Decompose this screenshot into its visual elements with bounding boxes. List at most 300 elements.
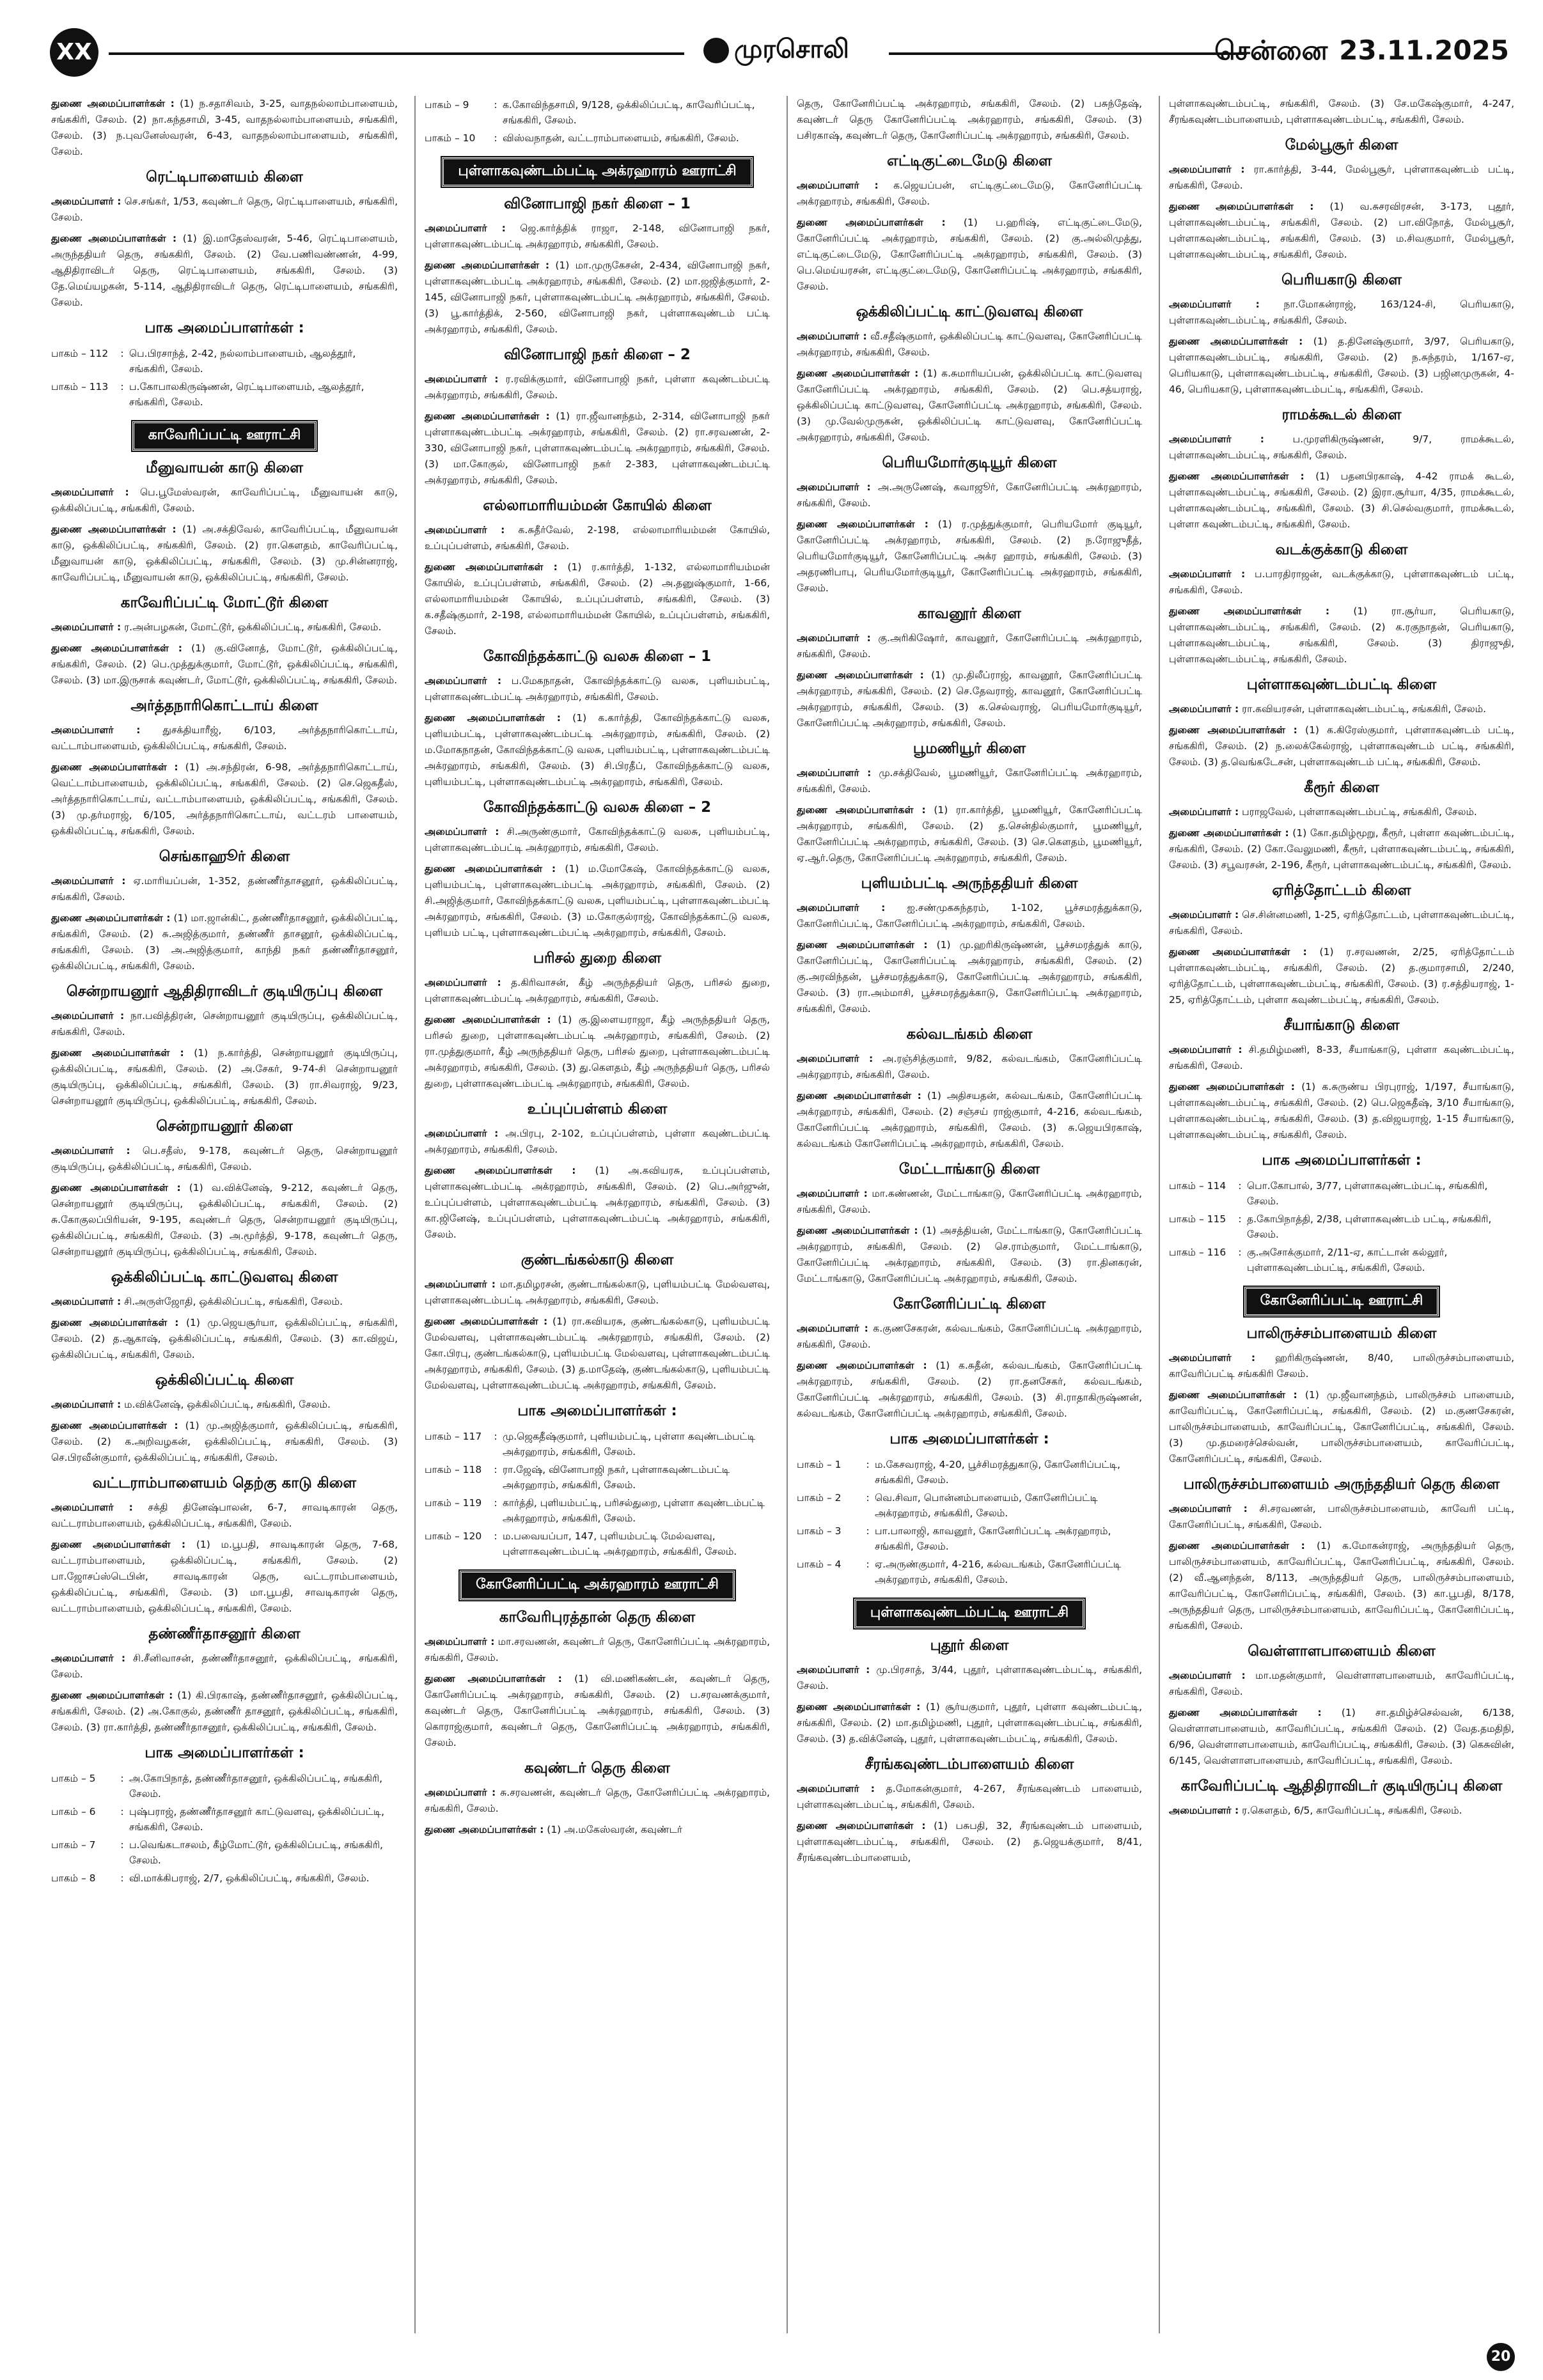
ward-number: பாகம் – 112 [51, 348, 109, 359]
member-entry [425, 371, 770, 403]
member-entry [1169, 1668, 1514, 1700]
ward-member: பொ.கோபால், 3/77, புள்ளாகவுண்டம்பட்டி, சங்ககிரி, சேலம். [1247, 1180, 1488, 1207]
member-details: துசக்தியாரீஜ், 6/103, அர்த்தநாரிகொட்டாய், வட்டாம்பாளையம், ஒக்கிலிப்பட்டி, சங்ககிரி, சேலம். [51, 724, 398, 752]
ward-row [797, 1456, 1142, 1489]
member-entry [797, 1358, 1142, 1422]
member-entry [51, 1688, 398, 1736]
role-label: அமைப்பாளர் : [51, 1653, 126, 1664]
section-heading: புளியம்பட்டி அருந்ததியர் கிளை [861, 875, 1078, 892]
member-entry [51, 1315, 398, 1363]
role-label: அமைப்பாளர் : [425, 675, 502, 687]
masthead-rule-left [109, 52, 684, 55]
member-details: க.ஜெயப்பன், எட்டிகுட்டைமேடு, கோனேரிப்பட்டி அக்ரஹாரம், சங்ககிரி, சேலம். [797, 180, 1142, 207]
ward-member: ஏ.அருண்குமார், 4-216, கல்வடங்கம், கோனேரிப்பட்டி அக்ரஹாரம், சங்ககிரி, சேலம். [875, 1559, 1122, 1585]
role-label: துணை அமைப்பாளர்கள் : [425, 1165, 576, 1176]
member-entry [1169, 1705, 1514, 1769]
section-heading: உப்புப்பள்ளம் கிளை [527, 1101, 668, 1117]
section-heading: மேட்டாங்காடு கிளை [898, 1161, 1040, 1178]
member-details: ஹரிகிருஷ்ணன், 8/40, பாலிருச்சம்பாளையம், காவேரிப்பட்டி சங்ககிரி சேலம். [1169, 1352, 1514, 1380]
member-entry [51, 910, 398, 974]
section-heading: சென்றாயனூர் ஆதிதிராவிடர் குடியிருப்பு கிளை [66, 983, 383, 1000]
member-entry [51, 1397, 398, 1413]
ward-separator: : [866, 1492, 870, 1504]
member-entry [797, 1781, 1142, 1813]
role-label: அமைப்பாளர் : [425, 1636, 495, 1647]
member-details: மா.சரவணன், கவுண்டர் தெரு, கோனேரிப்பட்டி அக்ரஹாரம், சங்ககிரி, சேலம். [425, 1636, 770, 1663]
role-label: அமைப்பாளர் : [797, 1053, 873, 1064]
member-entry [797, 96, 1142, 144]
member-details: நா.மோகன்ராஜ், 163/124-சி, பெரியகாடு, புள்ளாகவுண்டம்பட்டி, சங்ககிரி, சேலம். [1169, 299, 1514, 326]
section-heading: கோனேரிப்பட்டி கிளை [893, 1296, 1046, 1312]
member-entry [1169, 1501, 1514, 1533]
section-heading: வினோபாஜி நகர் கிளை – 1 [504, 196, 691, 212]
role-label: துணை அமைப்பாளர்கள் : [797, 518, 929, 530]
ward-row [1169, 1243, 1514, 1277]
member-details: சி.சீனிவாசன், தண்ணீர்தாசனூர், ஒக்கிலிப்பட்டி, சங்ககிரி, சேலம். [51, 1653, 398, 1680]
role-label: அமைப்பாளர் : [797, 632, 871, 644]
section-heading: ஒக்கிலிப்பட்டி கிளை [155, 1372, 294, 1388]
ward-row [425, 129, 770, 147]
ward-separator: : [120, 1839, 124, 1851]
member-entry [51, 1180, 398, 1260]
member-entry [1169, 825, 1514, 873]
section-heading: கவுண்டர் தெரு கிளை [524, 1760, 670, 1777]
member-details: (1) அதிசயதன், கல்வடங்கம், கோனேரிப்பட்டி அக்ரஹாரம், சங்ககிரி, சேலம். (2) சஞ்சய் ராஜ்குமார், 4-216, கல்வடங்கம், கோனேரிப்பட்டி அக்ரஹாரம், சங்ககிரி, சேலம். (3) சு.ஜெயபிரகாஷ், கல்வடங்கம் கோனேரிப்பட்டி அக்ரஹாரம், சங்ககிரி, சேலம். [797, 1090, 1143, 1149]
role-label: துணை அமைப்பாளர்கள் : [1169, 336, 1303, 347]
issue-date: 23.11.2025 [1339, 35, 1509, 66]
ward-table [51, 345, 398, 411]
member-details: சி.சரவணன், பாலிருச்சம்பாளையம், காவேரி பட்டி, கோனேரிப்பட்டி, சங்ககிரி, சேலம். [1169, 1503, 1514, 1530]
member-entry [1169, 432, 1514, 463]
role-label: துணை அமைப்பாளர்கள் : [797, 1820, 926, 1832]
member-details: (1) க.சுருண்ய பிரபுராஜ், 1/197, சீயாங்காடு, புள்ளாகவுண்டம்பட்டி, சங்ககிரி, சேலம். (2) பெ.ஜெகதீஷ், 3/10 சீயாங்காடு, புள்ளாகவுண்டம்பட்டி, சங்ககிரி, சேலம். (3) த.விஜயராஜ், 1-15 சீயாங்காடு, புள்ளாகவுண்டம்பட்டி, சங்ககிரி, சேலம். [1169, 1081, 1514, 1140]
member-entry [425, 408, 770, 488]
role-label: துணை அமைப்பாளர்கள் : [425, 410, 550, 422]
role-label: துணை அமைப்பாளர்கள் : [51, 642, 182, 654]
role-label: துணை அமைப்பாளர்கள் : [425, 561, 558, 573]
ward-separator: : [1238, 1180, 1242, 1192]
member-entry [1169, 907, 1514, 939]
member-entry [425, 824, 770, 856]
panchayat-heading: புள்ளாகவுண்டம்பட்டி ஊராட்சி [854, 1599, 1085, 1628]
member-details: ஐ.சண்முகசுந்தரம், 1-102, பூச்சமரத்துக்காடு, கோனேரிப்பட்டி, கோனேரிப்பட்டி அக்ரஹாரம், சங்ககிரி, சேலம். [797, 902, 1142, 929]
role-label: அமைப்பாளர் : [1169, 909, 1239, 921]
ward-row [51, 1836, 398, 1869]
ward-number: பாகம் – 118 [425, 1464, 482, 1475]
member-details: அ.பிரபு, 2-102, உப்புப்பள்ளம், புள்ளா கவுண்டம்பட்டி அக்ரஹாரம், சங்ககிரி, சேலம். [425, 1128, 770, 1155]
member-details: க.சுதீர்வேல், 2-198, எல்லாமாரியம்மன் கோயில், உப்புப்பள்ளம், சங்ககிரி, சேலம். [425, 524, 770, 552]
role-label: துணை அமைப்பாளர்கள் : [425, 863, 556, 875]
role-label: அமைப்பாளர் : [1169, 806, 1239, 818]
member-details: சு.சரவணன், கவுண்டர் தெரு, கோனேரிப்பட்டி அக்ரஹாரம், சங்ககிரி, சேலம். [425, 1787, 770, 1814]
ward-member: புஷ்பராஜ், தண்ணீர்தாசனூர் காட்டுவளவு, ஒக்கிலிப்பட்டி, சங்ககிரி, சேலம். [129, 1806, 385, 1833]
role-label: துணை அமைப்பாளர்கள் : [797, 217, 946, 228]
role-label: துணை அமைப்பாளர்கள் : [51, 1317, 179, 1328]
member-details: (1) ந.கார்த்தி, சென்றாயனூர் குடியிருப்பு, ஒக்கிலிப்பட்டி, சங்ககிரி, சேலம். (2) அ.சேகர், 9-74-சி சென்றாயனூர் குடியிருப்பு, ஒக்கிலிப்பட்டி, சங்ககிரி, சேலம். (3) ரா.சிவராஜ், 9/23, சென்றாயனூர் குடியிருப்பு, ஒக்கிலிப்பட்டி, சங்ககிரி, சேலம். [51, 1047, 398, 1107]
ward-number: பாகம் – 114 [1169, 1180, 1226, 1192]
ward-row [51, 378, 398, 411]
role-label: அமைப்பாளர் : [425, 222, 506, 234]
role-label: துணை அமைப்பாளர்கள் : [1169, 1389, 1297, 1401]
member-entry [797, 937, 1142, 1017]
role-label: துணை அமைப்பாளர்கள் : [1169, 946, 1307, 958]
member-details: (1) ர.சரவணன், 2/25, ஏரித்தோட்டம் புள்ளாகவுண்டம்பட்டி, சங்ககிரி, சேலம். (2) த.குமாரசாமி, 2/240, ஏரித்தோட்டம், புள்ளாகவுண்டம்பட்டி, சங்ககிரி, சேலம். (3) ர.சத்தியராஜ், 1-25, ஏரித்தோட்டம், புள்ளா கவுண்டம்பட்டி, சங்ககிரி, சேலம். [1169, 946, 1514, 1006]
ward-separator: : [120, 381, 124, 393]
member-details: நா.பவித்திரன், சென்றாயனூர் குடியிருப்பு, ஒக்கிலிப்பட்டி, சங்ககிரி, சேலம். [51, 1010, 398, 1038]
ward-member: ப.வெங்கடாசலம், கீழ்மோட்டூர், ஒக்கிலிப்பட்டி, சங்ககிரி, சேலம். [129, 1839, 383, 1866]
member-entry [425, 559, 770, 639]
member-entry [51, 1143, 398, 1175]
member-details: (1) ம.மோகேஷ், கோவிந்தக்காட்டு வலசு, புளியம்பட்டி, புள்ளாகவுண்டம்பட்டி அக்ரஹாரம், சங்ககிரி, சேலம். (2) சி.அஜித்குமார், கோவிந்தக்காட்டு வலசு, புளியம்பட்டி, புள்ளாகவுண்டம்பட்டி அக்ரஹாரம், சங்ககிரி, சேலம். (3) ம.கோகுல்ராஜ், கோவிந்தக்காட்டு வலசு, புளியம் பட்டி, புள்ளாகவுண்டம்பட்டி அக்ரஹாரம், சங்ககிரி, சேலம். [425, 863, 770, 938]
member-details: (1) க.மோகன்ராஜ், அருந்ததியர் தெரு, பாலிருச்சம்பாளையம், காவேரிப்பட்டி, கோனேரிப்பட்டி, சங்ககிரி, சேலம். (2) வீ.ஆனந்தன், 8/113, அருந்ததியர் தெரு, பாலிருச்சம்பாளையம், காவேரிப்பட்டி, கோனேரிப்பட்டி, சங்ககிரி, சேலம். (3) கா.பூபதி, 8/178, அருந்ததியர் தெரு, பாலிருச்சம்பாளையம், காவேரிப்பட்டி, கோனேரிப்பட்டி, சங்ககிரி, சேலம். [1169, 1540, 1514, 1631]
member-entry [797, 517, 1142, 596]
member-entry [425, 673, 770, 705]
ward-number: பாகம் – 117 [425, 1431, 482, 1442]
member-details: (1) ப.ஹரிஷ், எட்டிகுட்டைமேடு, கோனேரிப்பட்டி அக்ரஹாரம், சங்ககிரி, சேலம். (2) கு.அல்லிமுத்து, எட்டிகுட்டைமேடு, கோனேரிப்பட்டி அக்ரஹாரம், சங்ககிரி, சேலம். (3) பெ.மெய்யரசன், எட்டிகுட்டைமேடு, கோனேரிப்பட்டி அக்ரஹாரம், சங்ககிரி, சேலம். [797, 217, 1143, 292]
ward-separator: : [494, 1431, 497, 1442]
section-heading: வினோபாஜி நகர் கிளை – 2 [504, 346, 691, 363]
ward-member: அ.கோபிநாத், தண்ணீர்தாசனூர், ஒக்கிலிப்பட்டி, சங்ககிரி, சேலம். [129, 1773, 383, 1800]
member-entry [1169, 1538, 1514, 1634]
member-entry [797, 329, 1142, 361]
section-heading: சீரங்கவுண்டம்பாளையம் கிளை [865, 1756, 1074, 1773]
member-details: ப.பாரதிராஜன், வடக்குக்காடு, புள்ளாகவுண்டம் பட்டி, சங்ககிரி, சேலம். [1169, 568, 1514, 596]
role-label: அமைப்பாளர் : [51, 196, 121, 207]
article-columns [42, 96, 1513, 2333]
member-entry [51, 194, 398, 226]
role-label: அமைப்பாளர் : [51, 1296, 121, 1307]
ward-member: ம.பவையப்பா, 147, புளியம்பட்டி மேல்வளவு, புள்ளாகவுண்டம்பட்டி அக்ரஹாரம், சங்ககிரி, சேலம். [503, 1530, 737, 1557]
role-label: அமைப்பாளர் : [51, 1399, 121, 1410]
member-entry [797, 1186, 1142, 1218]
member-details: மா.தமிழரசன், குண்டாங்கல்காடு, புளியம்பட்டி மேல்வளவு, புள்ளாகவுண்டம்பட்டி அக்ரஹாரம், சங்ககிரி, சேலம். [425, 1279, 770, 1306]
member-entry [797, 802, 1142, 866]
member-entry [51, 522, 398, 586]
member-entry [425, 1277, 770, 1309]
section-heading: காவேரிப்பட்டி மோட்டூர் கிளை [120, 595, 329, 611]
member-details: (1) க.சுதீன், கல்வடங்கம், கோனேரிப்பட்டி அக்ரஹாரம், சங்ககிரி, சேலம். (2) ரா.தனசேகர், கல்வடங்கம், கோனேரிப்பட்டி அக்ரஹாரம், சங்ககிரி, சேலம். (3) சி.ராதாகிருஷ்ணன், கல்வடங்கம், கோனேரிப்பட்டி அக்ரஹாரம், சங்ககிரி, சேலம். [797, 1360, 1143, 1419]
role-label: துணை அமைப்பாளர்கள் : [1169, 1081, 1295, 1093]
section-heading: ஒக்கிலிப்பட்டி காட்டுவளவு கிளை [856, 304, 1083, 320]
ward-member: ப.கோபாலகிருஷ்ணன், ரெட்டிபாளையம், ஆலத்தூர், சங்ககிரி, சேலம். [129, 381, 364, 408]
role-label: அமைப்பாளர் : [1169, 164, 1245, 175]
member-entry [51, 641, 398, 688]
member-entry [797, 366, 1142, 446]
member-details: செ.சின்னமணி, 1-25, ஏரித்தோட்டம், புள்ளாகவுண்டம்பட்டி, சங்ககிரி, சேலம். [1169, 909, 1514, 937]
member-entry [51, 759, 398, 839]
member-details: (1) வ.விக்னேஷ், 9-212, கவுண்டர் தெரு, சென்றாயனூர் குடியிருப்பு, ஒக்கிலிப்பட்டி, சங்ககிரி, சேலம். (2) சு.கோகுலப்பிரியன், 9-195, கவுண்டர் தெரு, சென்றாயனூர் குடியிருப்பு, ஒக்கிலிப்பட்டி, சங்ககிரி, சேலம். (3) அ.மூர்த்தி, 9-178, கவுண்டர் தெரு, சென்றாயனூர் குடியிருப்பு, ஒக்கிலிப்பட்டி, சங்ககிரி, சேலம். [51, 1182, 398, 1257]
member-entry [51, 873, 398, 905]
member-details: (1) ரா.சூர்யா, பெரியகாடு, புள்ளாகவுண்டம்பட்டி, சங்ககிரி, சேலம். (2) க.ரகுநாதன், பெரியகாடு, புள்ளாகவுண்டம்பட்டி, சங்ககிரி, சேலம். (3) திராஜுதி, புள்ளாகவுண்டம்பட்டி, சங்ககிரி, சேலம். [1169, 605, 1515, 665]
section-heading: கோவிந்தக்காட்டு வலசு கிளை – 1 [483, 648, 712, 665]
ward-table [425, 1427, 770, 1560]
member-details: (1) ரா.கார்த்தி, பூமணியூர், கோனேரிப்பட்டி அக்ரஹாரம், சங்ககிரி, சேலம். (2) த.சென்தில்குமார், பூமணியூர், கோனேரிப்பட்டி அக்ரஹாரம், சங்ககிரி, சேலம். (3) செ.கௌதம், பூமணியூர், ஏ.ஆர்.தெரு, கோனேரிப்பட்டி அக்ரஹாரம், சங்ககிரி, சேலம். [797, 804, 1142, 864]
role-label: துணை அமைப்பாளர்கள் : [51, 1182, 181, 1194]
role-label: துணை அமைப்பாளர்கள் : [797, 939, 928, 951]
member-details: செ.சங்கர், 1/53, கவுண்டர் தெரு, ரெட்டிபாளையம், சங்ககிரி, சேலம். [51, 196, 398, 223]
ward-number: பாகம் – 6 [51, 1806, 96, 1817]
section-heading: பாக அமைப்பாளர்கள் : [889, 1431, 1049, 1447]
section-heading: காவனூர் கிளை [918, 605, 1021, 622]
section-heading: மீனுவாயன் காடு கிளை [146, 460, 303, 476]
ward-number: பாகம் – 119 [425, 1497, 482, 1509]
ward-member: பெ.பிரசாந்த், 2-42, நல்லாம்பாளையம், ஆலத்தூர், சங்ககிரி, சேலம். [129, 348, 356, 375]
role-label: துணை அமைப்பாளர்கள் : [51, 761, 178, 773]
member-details: (1) சூர்யகுமார், புதூர், புள்ளா கவுண்டம்பட்டி, சங்ககிரி, சேலம். (2) மா.தமிழ்மணி, புதூர், புள்ளாகவுண்டம்பட்டி, சங்ககிரி, சேலம். (3) த.விக்னேஷ், புதூர், புள்ளாகவுண்டம்பட்டி, சங்ககிரி, சேலம். [797, 1701, 1142, 1745]
role-label: அமைப்பாளர் : [1169, 299, 1260, 310]
ward-row [425, 1461, 770, 1494]
panchayat-heading: புள்ளாகவுண்டம்பட்டி அக்ரஹாரம் ஊராட்சி [442, 157, 752, 187]
masthead [38, 26, 1509, 83]
role-label: அமைப்பாளர் : [425, 1128, 499, 1139]
ward-member: பா.பாலாஜி, காவனூர், கோனேரிப்பட்டி அக்ரஹாரம், சங்ககிரி, சேலம். [875, 1525, 1111, 1552]
member-details: சக்தி தினேஷ்பாலன், 6-7, சாவடிகாரன் தெரு, வட்டராம்பாளையம், ஒக்கிலிப்பட்டி, சங்ககிரி, சேலம். [51, 1502, 398, 1529]
member-details: புள்ளாகவுண்டம்பட்டி, சங்ககிரி, சேலம். (3) சே.மகேஷ்குமார், 4-247, சீரங்கவுண்டம்பாளையம், புள்ளாகவுண்டம்பட்டி, சங்ககிரி, சேலம். [1169, 98, 1514, 125]
member-details: த.மோகன்குமார், 4-267, சீரங்கவுண்டம் பாளையம், புள்ளாகவுண்டம்பட்டி, சங்ககிரி, சேலம். [797, 1783, 1142, 1810]
role-label: அமைப்பாளர் : [51, 875, 126, 887]
section-heading: ராமக்கூடல் கிளை [1281, 407, 1402, 423]
role-label: அமைப்பாளர் : [51, 1502, 133, 1513]
ward-member: மு.ஜெகதீஷ்குமார், புளியம்பட்டி, புள்ளா கவுண்டம்பட்டி அக்ரஹாரம், சங்ககிரி, சேலம். [503, 1431, 756, 1458]
ward-member: கு.அசோக்குமார், 2/11-ஏ, காட்டான் கல்லூர், புள்ளாகவுண்டம்பட்டி, சங்ககிரி, சேலம். [1247, 1247, 1448, 1273]
role-label: துணை அமைப்பாளர்கள் : [1169, 724, 1297, 736]
member-details: ஜெ.கார்த்திக் ராஜா, 2-148, வினோபாஜி நகர், புள்ளாகவுண்டம்பட்டி அக்ரஹாரம், சங்ககிரி, சேலம். [425, 222, 770, 250]
member-entry [1169, 297, 1514, 329]
role-label: அமைப்பாளர் : [1169, 1670, 1246, 1681]
panchayat-heading: கோனேரிப்பட்டி அக்ரஹாரம் ஊராட்சி [460, 1571, 735, 1600]
member-entry [1169, 944, 1514, 1008]
role-label: அமைப்பாளர் : [1169, 1044, 1242, 1055]
member-entry [1169, 1042, 1514, 1074]
ward-separator: : [120, 1872, 124, 1884]
ward-number: பாகம் – 120 [425, 1530, 482, 1542]
ward-member: ரா.ஜேஷ், வினோபாஜி நகர், புள்ளாகவுண்டம்பட்டி அக்ரஹாரம், சங்ககிரி, சேலம். [503, 1464, 730, 1491]
ward-member: கார்த்தி, புளியம்பட்டி, பரிசல்துறை, புள்ளா கவுண்டம்பட்டி அக்ரஹாரம், சங்ககிரி, சேலம். [503, 1497, 765, 1524]
role-label: துணை அமைப்பாளர்கள் : [51, 1539, 186, 1550]
role-label: அமைப்பாளர் : [51, 1145, 130, 1156]
member-entry [1169, 1350, 1514, 1382]
role-label: அமைப்பாளர் : [1169, 433, 1264, 445]
ward-number: பாகம் – 8 [51, 1872, 96, 1884]
member-entry [797, 1321, 1142, 1353]
role-label: துணை அமைப்பாளர்கள் : [797, 669, 924, 681]
role-label: அமைப்பாளர் : [51, 621, 121, 633]
role-label: துணை அமைப்பாளர்கள் : [51, 233, 177, 244]
member-entry [1169, 199, 1514, 263]
member-details: பெ.சதீஸ், 9-178, கவுண்டர் தெரு, சென்றாயனூர் குடியிருப்பு, ஒக்கிலிப்பட்டி, சங்ககிரி, சேலம். [51, 1145, 398, 1172]
ward-separator: : [494, 1497, 497, 1509]
member-entry [797, 479, 1142, 511]
member-details: மு.சக்திவேல், பூமணியூர், கோனேரிப்பட்டி அக்ரஹாரம், சங்ககிரி, சேலம். [797, 767, 1142, 795]
member-entry [425, 522, 770, 554]
role-label: துணை அமைப்பாளர்கள் : [797, 368, 919, 379]
role-label: துணை அமைப்பாளர்கள் : [797, 1360, 927, 1371]
member-details: (1) ரா.கவியரசு, குண்டங்கல்காடு, புளியம்பட்டி மேல்வளவு, புள்ளாகவுண்டம்பட்டி அக்ரஹாரம், சங்ககிரி, சேலம். (2) கோ.பிரபு, குண்டங்கல்காடு, புளியம்பட்டி மேல்வளவு, புள்ளாகவுண்டம்பட்டி அக்ரஹாரம், சங்ககிரி, சேலம். (3) த.மாதேஷ், குண்டங்கல்காடு, புளியம்பட்டி மேல்வளவு, புள்ளாகவுண்டம்பட்டி அக்ரஹாரம், சங்ககிரி, சேலம். [425, 1316, 770, 1391]
role-label: அமைப்பாளர் : [425, 977, 501, 988]
member-details: (1) ர.கார்த்தி, 1-132, எல்லாமாரியம்மன் கோயில், உப்புப்பள்ளம், சங்ககிரி, சேலம். (2) அ.தனுஷ்குமார், 1-66, எல்லாமாரியம்மன் கோயில், உப்புப்பள்ளம், சங்ககிரி, சேலம். (3) க.சதீஷ்குமார், 2-198, எல்லாமாரியம்மன் கோயில், உப்புப்பள்ளம், சங்ககிரி, சேலம். [425, 561, 770, 637]
member-details: சி.தமிழ்மணி, 8-33, சீயாங்காடு, புள்ளா கவுண்டம்பட்டி, சங்ககிரி, சேலம். [1169, 1044, 1514, 1071]
role-label: அமைப்பாளர் : [797, 1664, 870, 1676]
member-details: (1) வி.மணிகண்டன், கவுண்டர் தெரு, கோனேரிப்பட்டி அக்ரஹாரம், சங்ககிரி, சேலம். (2) ப.சரவணக்குமார், கவுண்டர் தெரு, கோனேரிப்பட்டி அக்ரஹாரம், சங்ககிரி, சேலம். (3) கொராஜ்குமார், கவுண்டர் தெரு, கோனேரிப்பட்டி அக்ரஹாரம், சங்ககிரி, சேலம். [425, 1673, 771, 1748]
member-details: பெ.பூமேஸ்வரன், காவேரிப்பட்டி, மீனுவாயன் காடு, ஒக்கிலிப்பட்டி, சங்ககிரி, சேலம். [51, 486, 398, 514]
member-details: சி.அருள்ஜோதி, ஒக்கிலிப்பட்டி, சங்ககிரி, சேலம். [121, 1296, 343, 1307]
ward-number: பாகம் – 115 [1169, 1213, 1226, 1225]
role-label: துணை அமைப்பாளர்கள் : [797, 1701, 921, 1713]
member-entry [51, 1537, 398, 1617]
ward-separator: : [1238, 1213, 1242, 1225]
issue-info [1214, 35, 1509, 70]
member-entry [51, 1294, 398, 1310]
member-details: (1) கு.வினோத், மோட்டூர், ஒக்கிலிப்பட்டி, சங்ககிரி, சேலம். (2) பெ.முத்துக்குமார், மோட்டூர், ஒக்கிலிப்பட்டி, சங்ககிரி, சேலம். (3) மா.இருசாக் கவுண்டர், மோட்டூர், ஒக்கிலிப்பட்டி, சங்ககிரி, சேலம். [51, 642, 398, 686]
member-details: கு.அரிகிஷோர், காவனூர், கோனேரிப்பட்டி அக்ரஹாரம், சங்ககிரி, சேலம். [797, 632, 1142, 660]
ward-row [51, 1803, 398, 1836]
section-heading: ஒக்கிலிப்பட்டி காட்டுவளவு கிளை [111, 1269, 338, 1286]
member-entry [797, 900, 1142, 932]
member-details: ஏ.மாரியப்பன், 1-352, தண்ணீர்தாசனூர், ஒக்கிலிப்பட்டி, சங்ககிரி, சேலம். [51, 875, 398, 903]
role-label: துணை அமைப்பாளர்கள் : [425, 1014, 551, 1025]
member-entry [797, 1088, 1142, 1152]
page-number: 20 [1487, 2343, 1515, 2371]
section-heading: செங்காஹூர் கிளை [159, 848, 290, 865]
member-details: தெரு, கோனேரிப்பட்டி அக்ரஹாரம், சங்ககிரி, சேலம். (2) பசுந்தேஷ், கவுண்டர் தெரு கோனேரிப்பட்டி அக்ரஹாரம், சங்ககிரி, சேலம். (3) பசிரகாஷ், கவுண்டர் தெரு, கோனேரிப்பட்டி அக்ரஹாரம், சங்ககிரி, சேலம். [797, 98, 1142, 141]
ward-table [797, 1456, 1142, 1589]
member-entry [425, 1126, 770, 1158]
ward-separator: : [120, 1806, 124, 1817]
role-label: துணை அமைப்பாளர்கள் : [51, 98, 175, 109]
member-details: (1) கு.இளையராஜா, கீழ் அருந்ததியர் தெரு, பரிசல் துறை, புள்ளாகவுண்டம்பட்டி அக்ரஹாரம், சங்ககிரி, சேலம். (2) ரா.முத்துகுமார், கீழ் அருந்ததியர் தெரு, பரிசல் துறை, புள்ளாகவுண்டம்பட்டி அக்ரஹாரம், சங்ககிரி, சேலம். (3) து.கௌதம், கீழ் அருந்ததியர் தெரு, பரிசல் துறை, புள்ளாகவுண்டம்பட்டி அக்ரஹாரம், சங்ககிரி, சேலம். [425, 1014, 770, 1089]
role-label: அமைப்பாளர் : [797, 1323, 868, 1334]
section-heading: காவேரிப்பட்டி ஆதிதிராவிடர் குடியிருப்பு கிளை [1180, 1778, 1503, 1794]
masthead-rule-right [889, 52, 1247, 55]
section-heading: எட்டிகுட்டைமேடு கிளை [887, 153, 1052, 169]
member-entry [51, 96, 398, 160]
section-heading: காவேரிபுரத்தான் தெரு கிளை [499, 1609, 696, 1626]
section-heading: பாக அமைப்பாளர்கள் : [1262, 1152, 1422, 1169]
member-entry [797, 178, 1142, 210]
section-heading: தண்ணீர்தாசனூர் கிளை [148, 1626, 301, 1642]
member-details: (1) மு.ஜெயசூர்யா, ஒக்கிலிப்பட்டி, சங்ககிரி, சேலம். (2) த.ஆகாஷ், ஒக்கிலிப்பட்டி, சங்ககிரி, சேலம். (3) கா.விஜய், ஒக்கிலிப்பட்டி, சங்ககிரி, சேலம். [51, 1317, 398, 1360]
ward-number: பாகம் – 2 [797, 1492, 842, 1504]
ward-number: பாகம் – 116 [1169, 1247, 1226, 1258]
member-entry [51, 231, 398, 311]
ward-row [51, 1869, 398, 1887]
column-4 [1159, 96, 1523, 2333]
section-heading: பாக அமைப்பாளர்கள் : [145, 1745, 304, 1761]
member-details: ப.மேகநாதன், கோவிந்தக்காட்டு வலசு, புளியம்பட்டி, புள்ளாகவுண்டம்பட்டி அக்ரஹாரம், சங்ககிரி, சேலம். [425, 675, 770, 703]
member-details: (1) இ.மாதேஸ்வரன், 5-46, ரெட்டிபாளையம், அருந்ததியர் தெரு, சங்ககிரி, சேலம். (2) வே.பணிவண்ணன், 4-99, ஆதிதிராவிடர் தெரு, ரெட்டிபாளையம், சங்ககிரி, சேலம். (3) தே.மெய்யழகன், 5-114, ஆதிதிராவிடர் தெரு, ரெட்டிபாளையம், சங்ககிரி, சேலம். [51, 233, 398, 308]
role-label: துணை அமைப்பாளர்கள் : [51, 1047, 184, 1059]
role-label: அமைப்பாளர் : [1169, 1805, 1239, 1816]
member-details: (1) பதனபிரகாஷ், 4-42 ராமக் கூடல், புள்ளாகவுண்டம்பட்டி, சங்ககிரி, சேலம். (2) இரா.சூர்யா, 4/35, ராமக்கூடல், புள்ளாகவுண்டம்பட்டி, சங்ககிரி, சேலம். (3) சி.செல்வகுமார், ராமக்கூடல், புள்ளா கவுண்டம்பட்டி, சங்ககிரி, சேலம். [1169, 471, 1515, 530]
member-entry [797, 1818, 1142, 1866]
member-entry [51, 722, 398, 754]
member-entry [1169, 96, 1514, 128]
role-label: துணை அமைப்பாளர்கள் : [425, 1316, 548, 1327]
member-details: (1) அசத்தியன், மேட்டாங்காடு, கோனேரிப்பட்டி அக்ரஹாரம், சங்ககிரி, சேலம். (2) செ.ராம்குமார், மேட்டாங்காடு, கோனேரிப்பட்டி அக்ரஹாரம், சங்ககிரி, சேலம். (3) ரா.தினகரன், மேட்டாங்காடு, கோனேரிப்பட்டி அக்ரஹாரம், சங்ககிரி, சேலம். [797, 1225, 1142, 1284]
role-label: அமைப்பாளர் : [797, 902, 886, 914]
section-heading: குண்டங்கல்காடு கிளை [521, 1252, 674, 1268]
ward-row [797, 1555, 1142, 1589]
section-heading: சென்றாயனூர் கிளை [156, 1118, 293, 1135]
member-details: (1) க.கிரேஸ்குமார், புள்ளாகவுண்டம் பட்டி, சங்ககிரி, சேலம். (2) ந.லைக்கேல்ராஜ், புள்ளாகவுண்டம் பட்டி, சங்ககிரி, சேலம். (3) த.வெங்கடேசன், புள்ளாகவுண்டம் பட்டி, சங்ககிரி, சேலம். [1169, 724, 1514, 768]
ward-number: பாகம் – 7 [51, 1839, 96, 1851]
member-entry [797, 1699, 1142, 1747]
member-details: (1) மா.முருகேசன், 2-434, வினோபாஜி நகர், புள்ளாகவுண்டம்பட்டி அக்ரஹாரம், சங்ககிரி, சேலம். (2) மா.ஜஜித்குமார், 2-145, வினோபாஜி நகர், புள்ளாகவுண்டம்பட்டி அக்ரஹாரம், சங்ககிரி, சேலம். (3) பூ.கார்த்திக், 2-560, வினோபாஜி நகர், புள்ளாகவுண்டம் பட்டி அக்ரஹாரம், சங்ககிரி, சேலம். [425, 260, 770, 335]
member-details: ப.முரளிகிருஷ்ணன், 9/7, ராமக்கூடல், புள்ளாகவுண்டம்பட்டி, சங்ககிரி, சேலம். [1169, 433, 1514, 461]
member-details: (1) அ.சக்திவேல், காவேரிப்பட்டி, மீனுவாயன் காடு, ஒக்கிலிப்பட்டி, சங்ககிரி, சேலம். (2) ரா.கௌதம், காவேரிப்பட்டி, மீனுவாயன் காடு, ஒக்கிலிப்பட்டி, சங்ககிரி, சேலம். (3) மு.சின்னராஜ், காவேரிப்பட்டி, மீனுவாயன் காடு, ஒக்கிலிப்பட்டி, சங்ககிரி, சேலம். [51, 524, 398, 583]
role-label: துணை அமைப்பாளர்கள் : [51, 1690, 173, 1701]
role-label: அமைப்பாளர் : [1169, 1352, 1256, 1364]
ward-separator: : [866, 1459, 870, 1470]
role-label: துணை அமைப்பாளர்கள் : [1169, 1707, 1322, 1718]
member-details: (1) கி.பிரகாஷ், தண்ணீர்தாசனூர், ஒக்கிலிப்பட்டி, சங்ககிரி, சேலம். (2) அ.கோகுல், தண்ணீர் தாசனூர், ஒக்கிலிப்பட்டி, சங்ககிரி, சேலம். (3) ரா.கார்த்தி, தண்ணீர்தாசனூர், ஒக்கிலிப்பட்டி, சங்ககிரி, சேலம். [51, 1690, 398, 1733]
ward-row [797, 1489, 1142, 1522]
member-details: (1) கோ.தமிழ்மூறு, கீரூர், புள்ளா கவுண்டம்பட்டி, சங்ககிரி, சேலம். (2) கோ.வேலுமணி, கீரூர், புள்ளாகவுண்டம்பட்டி, சங்ககிரி, சேலம். (3) சபூவரசன், 2-196, கீரூர், புள்ளாகவுண்டம்பட்டி, சங்ககிரி, சேலம். [1169, 827, 1514, 871]
ward-separator: : [120, 1773, 124, 1784]
role-label: அமைப்பாளர் : [797, 1783, 875, 1794]
member-entry [1169, 1803, 1514, 1819]
ward-table [51, 1769, 398, 1887]
ward-row [1169, 1177, 1514, 1210]
role-label: அமைப்பாளர் : [425, 826, 499, 837]
member-details: (1) மு.திலீப்ராஜ், காவனூர், கோனேரிப்பட்டி அக்ரஹாரம், சங்ககிரி, சேலம். (2) செ.தேவராஜ், காவனூர், கோனேரிப்பட்டி அக்ரஹாரம், சங்ககிரி, சேலம். (3) க.செல்வராஜ், பெரியமோர்குடியூர், கோனேரிப்பட்டி அக்ரஹாரம், சங்ககிரி, சேலம். [797, 669, 1142, 729]
member-details: (1) அ.கவியரசு, உப்புப்பள்ளம், புள்ளாகவுண்டம்பட்டி அக்ரஹாரம், சங்ககிரி, சேலம். (2) பெ.அர்ஜுன், உப்புப்பள்ளம், புள்ளாகவுண்டம்பட்டி அக்ரஹாரம், சங்ககிரி, சேலம். (3) கா.ஜினேஷ், உப்புப்பள்ளம், புள்ளாகவுண்டம்பட்டி அக்ரஹாரம், சங்ககிரி, சேலம். [425, 1165, 770, 1240]
member-details: (1) மு.ஹரிகிருஷ்ணன், பூச்சமரத்துக் காடு, கோனேரிப்பட்டி, கோனேரிப்பட்டி அக்ரஹாரம், சங்ககிரி, சேலம். (2) கு.அரவிந்தன், பூச்சமரத்துக்காடு, கோனேரிப்பட்டி அக்ரஹாரம், சங்ககிரி, சேலம். (3) ரா.அம்மாசி, பூச்சமரத்துக்காடு, கோனேரிப்பட்டி அக்ரஹாரம், சங்ககிரி, சேலம். [797, 939, 1143, 1015]
section-heading: ஏரித்தோட்டம் கிளை [1272, 882, 1411, 899]
section-heading: அர்த்தநாரிகொட்டாய் கிளை [130, 697, 318, 714]
role-label: துணை அமைப்பாளர்கள் : [51, 524, 176, 535]
member-entry [425, 1314, 770, 1394]
role-label: அமைப்பாளர் : [1169, 703, 1239, 715]
newspaper-logo-icon [703, 38, 729, 63]
ward-row [425, 1527, 770, 1560]
ward-row [1169, 1210, 1514, 1243]
member-entry [51, 619, 398, 635]
ward-separator: : [1238, 1247, 1242, 1258]
member-entry [1169, 1079, 1514, 1143]
ward-separator: : [120, 348, 124, 359]
member-details: (1) ந.சதாசிவம், 3-25, வாதநல்லாம்பாளையம், சங்ககிரி, சேலம். (2) நா.கந்தசாமி, 3-45, வாதநல்லாம்பாளையம், சங்ககிரி, சேலம். (3) ந.புவனேஸ்வரன், 6-43, வாதநல்லாம்பாளையம், சங்ககிரி, சேலம். [51, 98, 398, 157]
role-label: அமைப்பாளர் : [51, 724, 141, 736]
role-label: துணை அமைப்பாளர்கள் : [425, 260, 550, 271]
ward-number: பாகம் – 1 [797, 1459, 842, 1470]
member-details: (1) மா.ஜான்கிட், தண்ணீர்தாசனூர், ஒக்கிலிப்பட்டி, சங்ககிரி, சேலம். (2) சு.அஜித்குமார், தண்ணீர் தாசனூர், ஒக்கிலிப்பட்டி, சங்ககிரி, சேலம். (3) அ.அஜித்குமார், காந்தி நகர் தண்ணீர்தாசனூர், ஒக்கிலிப்பட்டி, சங்ககிரி, சேலம். [51, 912, 398, 972]
member-details: (1) க.சுமாரியப்பன், ஒக்கிலிப்பட்டி காட்டுவளவு கோனேரிப்பட்டி அக்ரஹாரம், சங்ககிரி, சேலம். (2) பெ.சத்யராஜ், ஒக்கிலிப்பட்டி காட்டுவளவு, கோனேரிப்பட்டி அக்ரஹாரம், சங்ககிரி, சேலம். (3) மு.வேல்முருகன், ஒக்கிலிப்பட்டி காட்டுவளவு, கோனேரிப்பட்டி அக்ரஹாரம், சங்ககிரி, சேலம். [797, 368, 1142, 443]
role-label: துணை அமைப்பாளர்கள் : [425, 1673, 562, 1684]
section-heading: பாக அமைப்பாளர்கள் : [517, 1403, 677, 1419]
section-heading: வட்டராம்பாளையம் தெற்கு காடு கிளை [92, 1475, 357, 1491]
member-entry [425, 861, 770, 941]
member-entry [1169, 804, 1514, 820]
member-entry [425, 1163, 770, 1243]
ward-row [425, 1494, 770, 1527]
ward-row [51, 345, 398, 378]
role-label: அமைப்பாளர் : [797, 767, 872, 779]
member-details: த.கிரிவாசன், கீழ் அருந்ததியர் தெரு, பரிசல் துறை, புள்ளாகவுண்டம்பட்டி அக்ரஹாரம், சங்ககிரி, சேலம். [425, 977, 770, 1004]
member-details: (1) அ.மகேஸ்வரன், கவுண்டர் [544, 1824, 682, 1835]
member-details: வீ.சதீஷ்குமார், ஒக்கிலிப்பட்டி காட்டுவளவு, கோனேரிப்பட்டி அக்ரஹாரம், சங்ககிரி, சேலம். [797, 331, 1143, 358]
role-label: அமைப்பாளர் : [51, 486, 129, 498]
member-entry [797, 1051, 1142, 1083]
member-entry [425, 258, 770, 338]
member-details: ம.விக்னேஷ், ஒக்கிலிப்பட்டி, சங்ககிரி, சேலம். [121, 1399, 331, 1410]
member-details: க.குணசேகரன், கல்வடங்கம், கோனேரிப்பட்டி அக்ரஹாரம், சங்ககிரி, சேலம். [797, 1323, 1142, 1350]
member-details: மா.கண்ணன், மேட்டாங்காடு, கோனேரிப்பட்டி அக்ரஹாரம், சங்ககிரி, சேலம். [797, 1188, 1142, 1215]
role-label: அமைப்பாளர் : [425, 373, 499, 385]
ward-number: பாகம் – 113 [51, 381, 109, 393]
member-entry [425, 975, 770, 1007]
role-label: அமைப்பாளர் : [51, 1010, 125, 1022]
